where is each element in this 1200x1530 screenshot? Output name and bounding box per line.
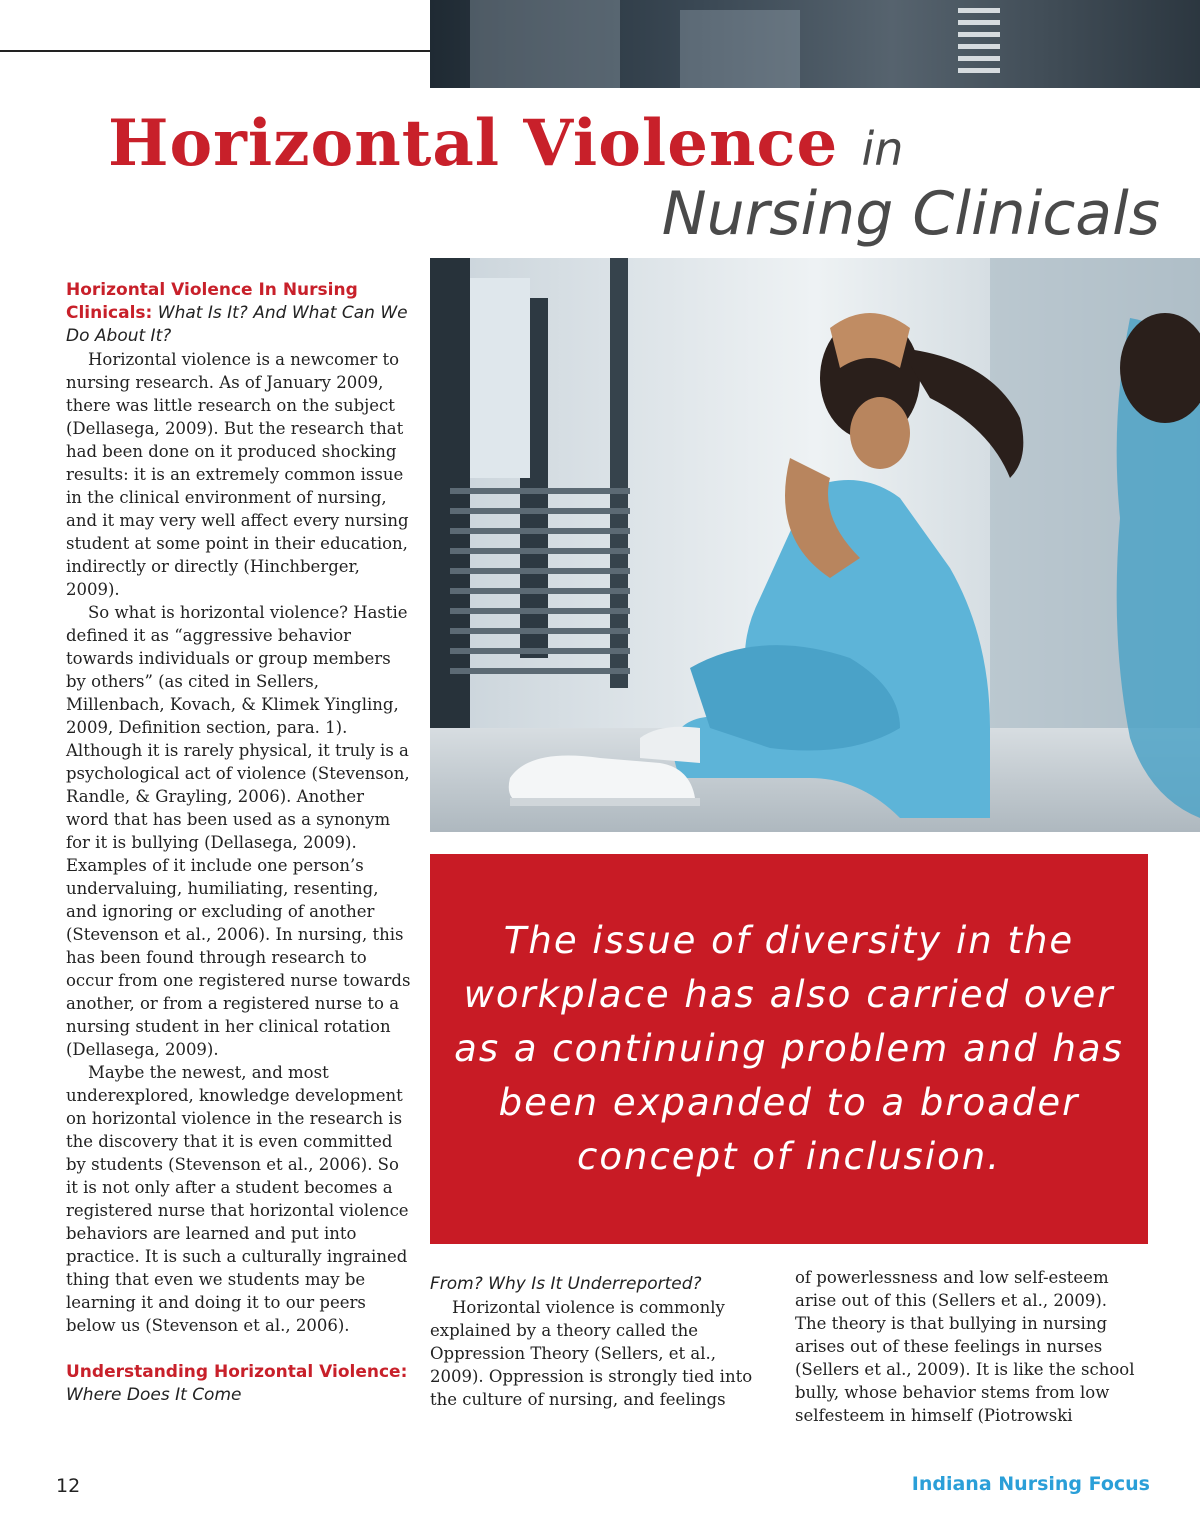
section2-heading-italic-cont: From? Why Is It Underreported? <box>430 1274 702 1294</box>
section2-heading-bold: Understanding Horizontal Violence: <box>66 1362 408 1382</box>
section1-heading-italic: What Is It? And What Can We Do About It? <box>66 303 408 346</box>
nurse-photo <box>430 258 1200 832</box>
section2-heading-continued <box>430 1273 760 1296</box>
title-main-text: Horizontal Violence <box>108 106 839 181</box>
section1-paragraph-2: So what is horizontal violence? Hastie defined it as “aggressive behavior towards individuals or group members by others” (as cited in Sellers, Millenbach, Kovach, & Klimek Yingling, 2009, Definition section, para. 1). Although it is rarely physical, it truly is a psychological act of violence (Stevenson, Randle, & Grayling, 2006). Another word that has been used as a synonym for it is bullying (Dellasega, 2009). Examples of it include one person’s undervaluing, humiliating, resenting, and ignoring or excluding of another (Stevenson et al., 2006). In nursing, this has been found through research to occur from one registered nurse towards another, or from a registered nurse to a nursing student in her clinical rotation (Dellasega, 2009). <box>66 603 411 1059</box>
publication-name: Indiana Nursing Focus <box>911 1473 1150 1495</box>
left-column <box>66 279 411 1407</box>
right-column <box>795 1266 1140 1427</box>
section2-right-paragraph: of powerlessness and low self-esteem arise out of this (Sellers et al., 2009). The theory is that bullying in nursing arises out of these feelings in nurses (Sellers et al., 2009). It is like the school bully, whose behavior stems from low selfesteem in himself (Piotrowski <box>795 1268 1135 1425</box>
section1-heading-bold: Horizontal Violence In Nursing Clinicals: <box>66 280 358 323</box>
section1-heading <box>66 279 411 348</box>
middle-column <box>430 1273 760 1411</box>
pull-quote-text: The issue of diversity in the workplace has also carried over as a continuing problem and has been expanded to a broader concept of inclusion. <box>454 919 1124 1178</box>
section2-mid-paragraph: Horizontal violence is commonly explained by a theory called the Oppression Theory (Sellers, et al., 2009). Oppression is strongly tied into the culture of nursing, and feelings <box>430 1298 753 1409</box>
article-subtitle: Nursing Clinicals <box>661 179 1160 249</box>
section2-heading <box>66 1361 411 1407</box>
section2-heading-italic: Where Does It Come <box>66 1385 242 1405</box>
nurse-photo-illustration <box>430 258 1200 832</box>
section1-paragraph-1: Horizontal violence is a newcomer to nursing research. As of January 2009, there was little research on the subject (Dellasega, 2009). But the research that had been done on it produced shocking results: it is an extremely common issue in the clinical environment of nursing, and it may very well affect every nursing student at some point in their education, indirectly or directly (Hinchberger, 2009). <box>66 350 409 599</box>
header-photo-strip <box>430 0 1200 88</box>
pull-quote-box <box>430 854 1148 1244</box>
title-in-text: in <box>861 122 904 176</box>
page-number: 12 <box>56 1475 81 1497</box>
article-title <box>108 108 903 185</box>
section1-paragraph-3: Maybe the newest, and most underexplored, knowledge development on horizontal violence in the research is the discovery that it is even committed by students (Stevenson et al., 2006). So it is not only after a student becomes a registered nurse that horizontal violence behaviors are learned and put into practice. It is such a culturally ingrained thing that even we students may be learning it and doing it to our peers below us (Stevenson et al., 2006). <box>66 1063 409 1335</box>
